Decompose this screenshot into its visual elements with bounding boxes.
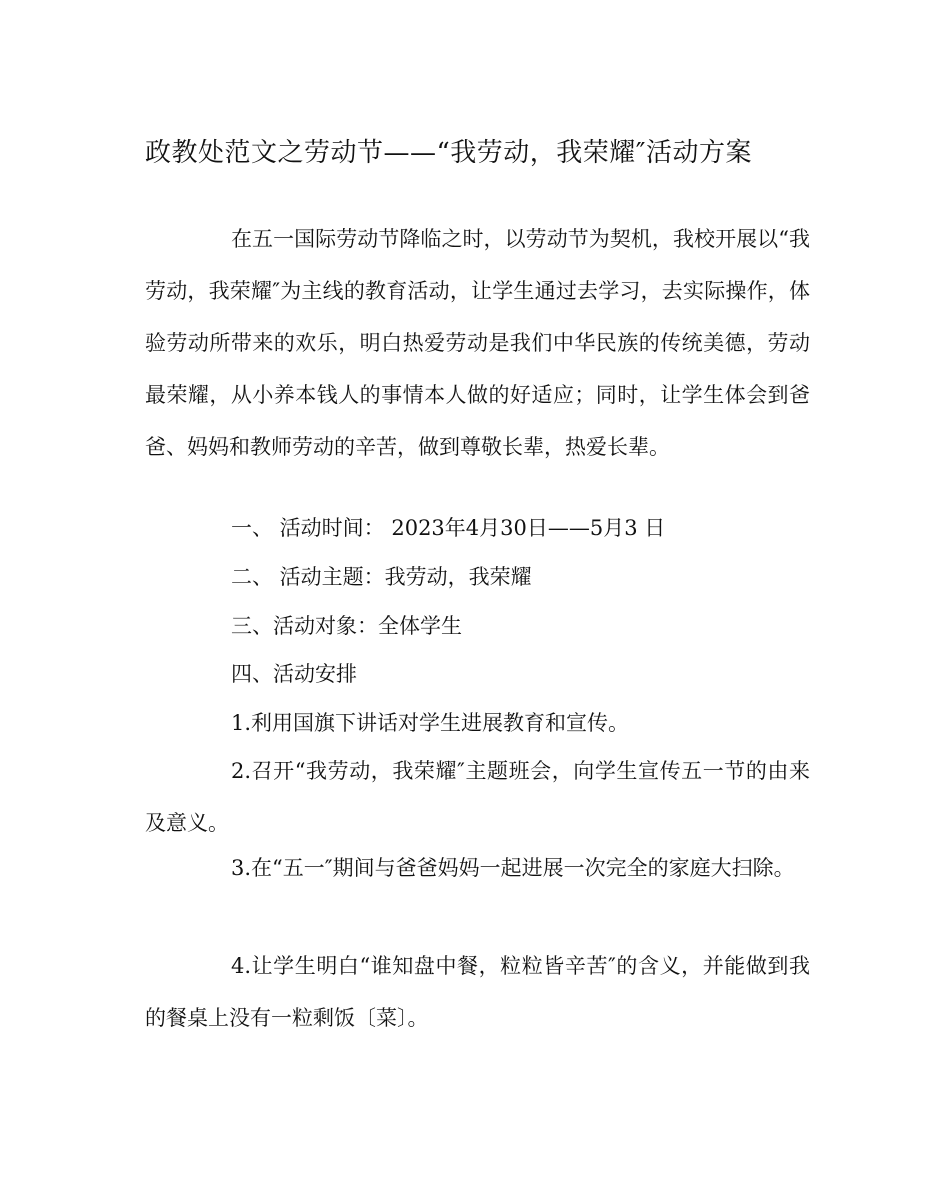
- section-activity-arrangement: 四、活动安排: [231, 662, 357, 686]
- section-activity-target: 三、活动对象：全体学生: [231, 614, 462, 638]
- section-activity-time: 一、 活动时间： 2023年4月30日——5月3 日: [231, 516, 666, 540]
- arrangement-item-1: 1.利用国旗下讲话对学生进展教育和宣传。: [231, 711, 630, 735]
- section-activity-theme: 二、 活动主题：我劳动，我荣耀: [231, 565, 532, 589]
- arrangement-item-4: 4.让学生明白“谁知盘中餐，粒粒皆辛苦″的含义，并能做到我的餐桌上没有一粒剩饭〔菜〕。: [145, 954, 810, 1030]
- arrangement-item-3: 3.在“五一″期间与爸爸妈妈一起进展一次完全的家庭大扫除。: [231, 856, 795, 880]
- arrangement-item-2: 2.召开“我劳动，我荣耀″主题班会，向学生宣传五一节的由来及意义。: [145, 759, 810, 835]
- intro-paragraph: 在五一国际劳动节降临之时，以劳动节为契机，我校开展以“我劳动，我荣耀″为主线的教育活动，让学生通过去学习，去实际操作，体验劳动所带来的欢乐，明白热爱劳动是我们中华民族的传统美德，劳动最荣耀，从小养本钱人的事情本人做的好适应；同时，让学生体会到爸爸、妈妈和教师劳动的辛苦，做到尊敬长辈，热爱长辈。: [145, 227, 810, 459]
- document-title: 政教处范文之劳动节——“我劳动，我荣耀″活动方案: [145, 138, 753, 168]
